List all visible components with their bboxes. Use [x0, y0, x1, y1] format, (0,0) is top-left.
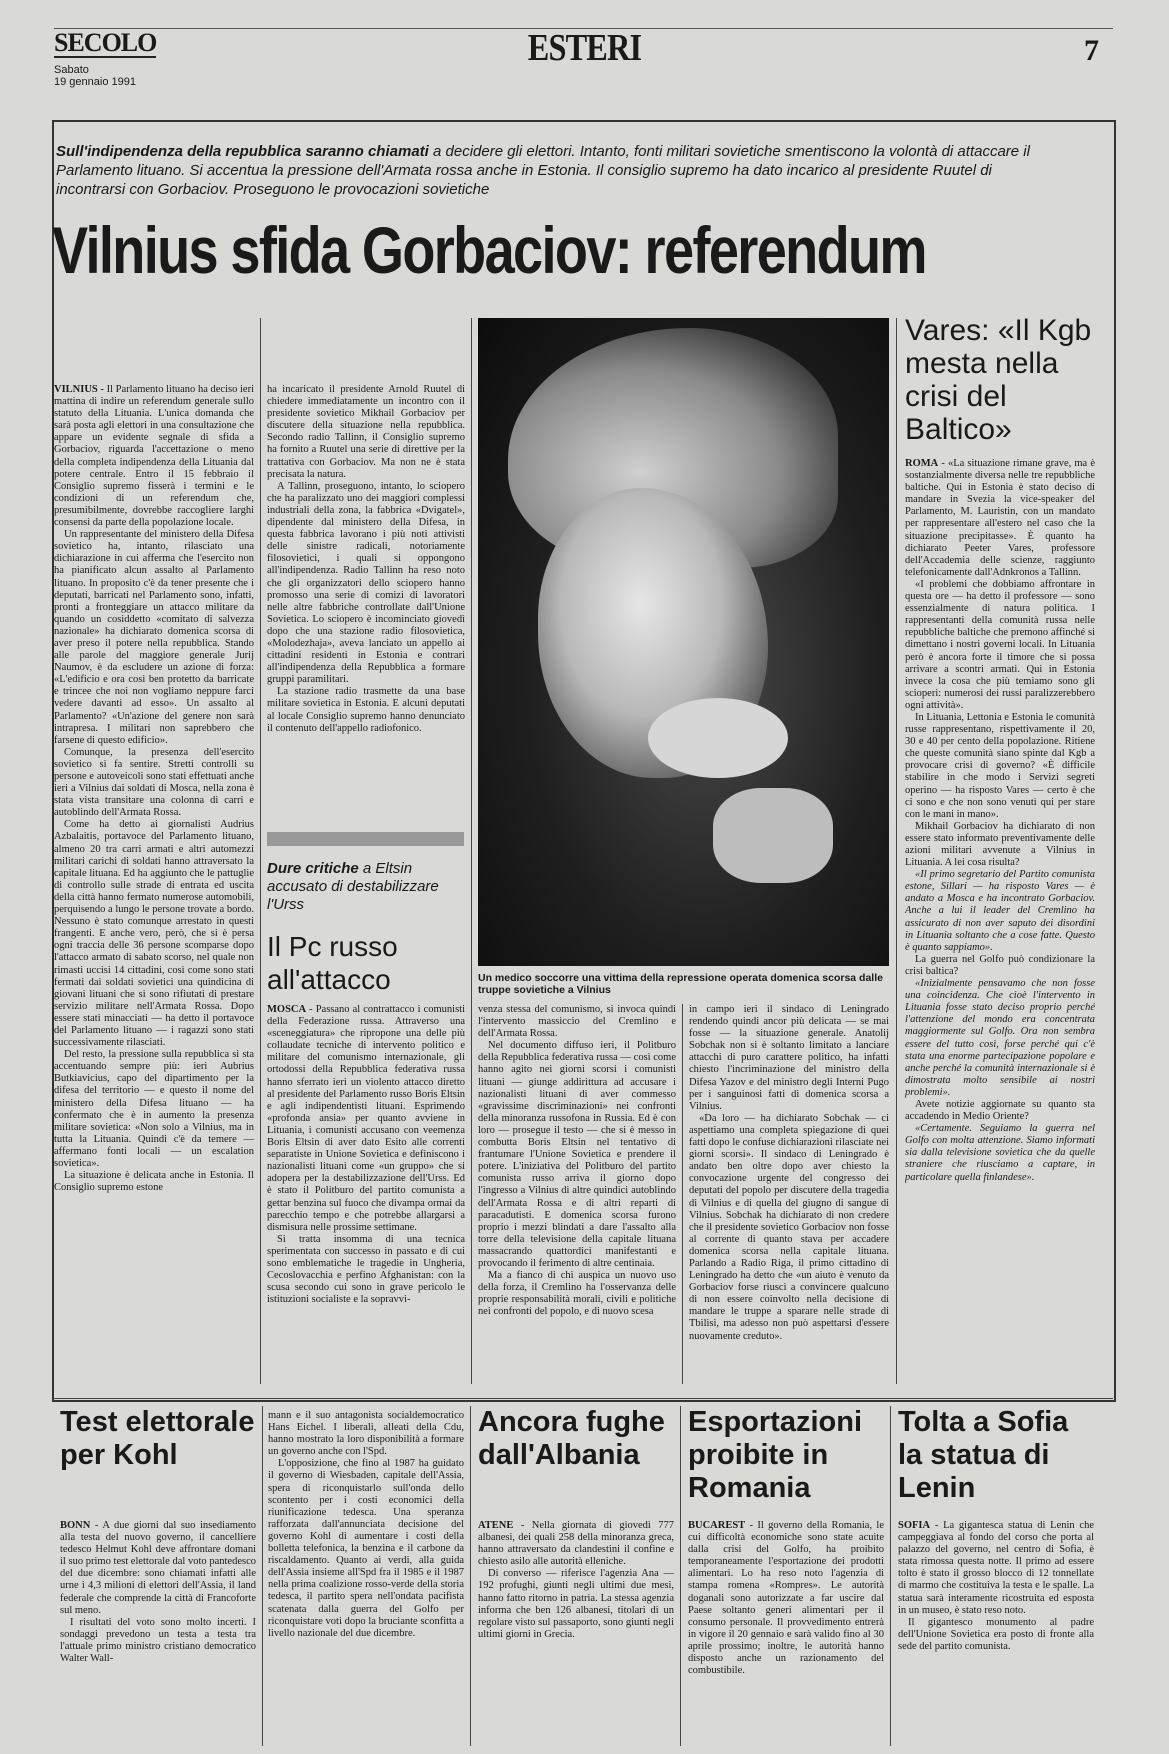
paragraph: «Il primo segretario del Partito comunista estone, Sillari — ha risposto Vares — è andato a Mosca e ha incontrato Gorbaciov. Anche a lui il leader del Cremlino ha assicurato di non aver saputo dei disordini in Lituania soltanto che a cose fatte. Questo è quanto sappiamo». — [905, 869, 1095, 953]
kicker-bold: Sull'indipendenza della repubblica saranno chiamati — [56, 143, 429, 160]
dateline: MOSCA — [267, 1004, 307, 1015]
paragraph: «Certamente. Seguiamo la guerra nel Golfo con molta attenzione. Siamo informati sia dalla televisione sovietica che da quelle straniere che riusciamo a captare, in particolare quella finlandese». — [905, 1123, 1095, 1183]
mid-story-bar — [267, 832, 464, 846]
paragraph: La guerra nel Golfo può condizionare la crisi baltica? — [905, 953, 1095, 977]
paragraph: mann e il suo antagonista socialdemocratico Hans Eichel. I liberali, alleati della Cdu, hanno mostrato la loro disponibilità a formare un governo anche con l'Spd. — [268, 1410, 464, 1458]
dateline: BUCAREST — [688, 1520, 746, 1531]
column-rule — [896, 318, 897, 1384]
photo-cloth — [713, 788, 833, 883]
bottom-column-4 — [688, 1520, 884, 1746]
masthead-logo: SECOLO — [54, 28, 157, 57]
date-label: 19 gennaio 1991 — [54, 76, 136, 88]
page-number: 7 — [1084, 34, 1099, 67]
paragraph: venza stessa del comunismo, si invoca quindi l'intervento massiccio del Cremlino e dell'Armata Rossa. — [478, 1004, 676, 1040]
dateline: ROMA — [905, 458, 939, 469]
paragraph: Mikhail Gorbaciov ha dichiarato di non essere stato informato preventivamente delle azioni militari avvenute a Vilnius in Lituania. A lei cosa risulta? — [905, 820, 1095, 869]
paragraph: - La gigantesca statua di Lenin che campeggiava al fondo del corso che porta al palazzo del governo, nel centro di Sofia, è stata rimossa questa notte. Il primo ad essere tolto è stato il grosso blocco di 12 tonnellate di marmo che costituiva la testa e le spalle. La statua sarà interamente ricostruita ed esposta in un museo, è stato reso noto. — [898, 1520, 1094, 1616]
sidebar-headline: Vares: «Il Kgb mesta nella crisi del Baltico» — [905, 314, 1092, 446]
paragraph: - Nella giornata di giovedì 777 albanesi, dei quali 258 della minoranza greca, hanno attraversato da clandestini il confine e chiesto asilo alle autorità elleniche. — [478, 1520, 674, 1568]
paragraph: «Inizialmente pensavamo che non fosse una coincidenza. Che cioè l'intervento in Lituania fosse stato deciso proprio perché l'attenzione del mondo era concentrata maggiormente sul Golfo. Ora non sembra essere del tutto così, forse perché qui c'è stata una enorme partecipazione popolare e anche perché la comunità internazionale si è dimostrata molto sensibile ai nostri problemi». — [905, 978, 1095, 1098]
bottom-headline-5: Tolta a Sofia la statua di Lenin — [898, 1406, 1069, 1504]
dateline: VILNIUS — [54, 384, 98, 395]
bottom-headline-3: Ancora fughe dall'Albania — [478, 1406, 665, 1471]
column-rule — [890, 1406, 891, 1746]
bottom-headline-1: Test elettorale per Kohl — [60, 1406, 255, 1471]
dateline: SOFIA — [898, 1520, 931, 1531]
paragraph: Ma a fianco di chi auspica un nuovo uso della forza, il Cremlino ha l'osservanza delle proprie responsabilità morali, civili e politiche nei confronti del popolo, e di nuovo scesa — [478, 1270, 676, 1318]
mid-kicker-bold: Dure critiche — [267, 860, 359, 877]
main-kicker — [56, 142, 1056, 199]
main-column-1 — [54, 384, 254, 1384]
paragraph: ha incaricato il presidente Arnold Ruutel di chiedere immediatamente un incontro con il presidente sovietico Mikhail Gorbaciov per discutere della situazione nella repubblica. Secondo radio Tallinn, il Consiglio supremo ha fornito a Ruutel una serie di direttive per la trattativa con Gorbaciov. Ma non ne è stata precisata la natura. — [267, 384, 465, 480]
paragraph: «I problemi che dobbiamo affrontare in questa ore — ha detto il professore — sono essenzialmente di natura politica. I rappresentanti della comunità russa nelle repubbliche baltiche che premono affinché si dimettano i nostri governi locali. In Lituania però è ancora forte il timore che si possa arrivare a scontri armati. Qui in Estonia invece la cosa che più temiamo sono gli scioperi: numerosi dei russi paralizzerebbero ogni attività». — [905, 578, 1095, 711]
bottom-column-3 — [478, 1520, 674, 1746]
paragraph: - Il Parlamento lituano ha deciso ieri mattina di indire un referendum generale sullo statuto della Lituania. L'unica domanda che sarà posta agli elettori in una consultazione che appare un evidente segnale di sfida a Gorbaciov, riguarda l'accettazione o meno della completa indipendenza della Lituania dal potere centrale. Entro il 15 febbraio il Consiglio supremo fisserà i termini e le condizioni di un referendum che, presumibilmente, dovrebbe raccogliere larghi consensi da parte della popolazione locale. — [54, 384, 254, 529]
mid-story-column-3 — [689, 1004, 889, 1384]
bottom-rule — [52, 1398, 1113, 1399]
main-column-2 — [267, 384, 465, 824]
paragraph: In Lituania, Lettonia e Estonia le comunità russe rappresentano, rispettivamente il 20, 30 e 40 per cento della popolazione. Ritiene che queste comunità siano spinte dal Kgb a provocare crisi di governo? «È difficile stabilire in che modo i Servizi segreti operino — ha risposto Vares — certo è che ci sono e che non sono venuti qui per stare con le mani in mano». — [905, 711, 1095, 820]
column-rule — [682, 1004, 683, 1384]
column-rule — [470, 1406, 471, 1746]
kicker-rest: a decidere gli elettori. Intanto, fonti militari sovietiche smentiscono la volontà di attaccare il Parlamento lituano. Si accentua la pressione dell'Armata rossa anche in Estonia. Il consiglio supremo ha dato incarico al presidente Ruutel di incontrarsi con Gorbaciov. Proseguono le provocazioni sovietiche — [56, 143, 1030, 198]
bottom-column-5 — [898, 1520, 1094, 1746]
paragraph: La situazione è delicata anche in Estonia. Il Consiglio supremo estone — [54, 1170, 254, 1194]
paragraph: - «La situazione rimane grave, ma è sostanzialmente diversa nelle tre repubbliche baltiche. Qui in Estonia è stato deciso di mandare in Svezia la vice-speaker del Parlamento, M. Lauristin, con un mandato per rappresentare all'estero nel caso che la situazione precipitasse». È quanto ha dichiarato Peeter Vares, professore dell'Accademia delle scienze, raggiunto telefonicamente dall'Adnkronos a Tallinn. — [905, 458, 1095, 578]
paragraph: Si tratta insomma di una tecnica sperimentata con successo in passato e di cui sono emblematiche le tragedie in Ungheria, Cecoslovacchia e perfino Afghanistan: con la scusa secondo cui sono in grave pericolo le istituzioni socialiste e la sopravvi- — [267, 1233, 465, 1306]
photo-caption: Un medico soccorre una vittima della repressione operata domenica scorsa dalle truppe sovietiche a Vilnius — [478, 972, 883, 996]
paragraph: A Tallinn, proseguono, intanto, lo sciopero che ha paralizzato uno dei maggiori complessi industriali della zona, la fabbrica «Dvigatel», dipendente dal ministero della Difesa, in questa fabbrica lavorano i più noti attivisti delle sinistre radicali, notoriamente filosovietici, i quali si oppongono all'indipendenza. Radio Tallinn ha reso noto che gli organizzatori dello sciopero hanno promosso una serie di comizi di lavoratori nelle altre fabbriche controllate dall'Unione Sovietica. Lo sciopero è incominciato giovedì dopo che una stazione radio filosovietica, «Molodezhaja», aveva lanciato un appello ai cittadini residenti in Estonia e contrari all'indipendenza della Repubblica a formare gruppi paramilitari. — [267, 480, 465, 686]
column-rule — [262, 1406, 263, 1746]
main-headline: Vilnius sfida Gorbaciov: referendum — [52, 213, 926, 287]
day-label: Sabato — [54, 64, 89, 76]
mid-story-column-1 — [267, 1004, 465, 1384]
dateline: BONN — [60, 1520, 91, 1531]
paragraph: Del resto, la pressione sulla repubblica si sta accentuando sempre più: ieri Aubrius Butkiavicius, capo del dipartimento per la difesa del territorio — e questo il nome del ministero della Difesa lituano — ha confermato che è in aumento la presenza militare sovietica: «Non solo a Vilnius, ma in tutta la Lituania. Quindi c'è da temere — affermano fonti locali — un escalation sovietica». — [54, 1049, 254, 1169]
paragraph: I risultati del voto sono molto incerti. I sondaggi prevedono un testa a testa tra l'attuale primo ministro cristiano democratico Walter Wall- — [60, 1616, 256, 1665]
paragraph: Comunque, la presenza dell'esercito sovietico si fa sentire. Stretti controlli su persone e autoveicoli sono stati effettuati anche ieri a Vilnius dai soldati di Mosca, nella zona è stata vista transitare una colonna di carri e autoblindo dell'Armata Rossa. — [54, 746, 254, 819]
paragraph: Avete notizie aggiornate su quanto sta accadendo in Medio Oriente? — [905, 1098, 1095, 1123]
mid-story-headline: Il Pc russo all'attacco — [267, 931, 398, 995]
news-photo — [478, 318, 889, 966]
column-rule — [471, 318, 472, 1384]
column-rule — [680, 1406, 681, 1746]
paragraph: - A due giorni dal suo insediamento alla testa del nuovo governo, il cancelliere tedesco Helmut Kohl deve affrontare domani il suo primo test elettorale dal voto pantedesco del due dicembre: sono chiamati infatti alle urne i 4,3 milioni di elettori dell'Assia, il land federale che comprende la città di Francoforte sul meno. — [60, 1520, 256, 1616]
paragraph: La stazione radio trasmette da una base militare sovietica in Estonia. E alcuni deputati al locale Consiglio supremo hanno denunciato il contenuto dell'appello radiofonico. — [267, 686, 465, 734]
paragraph: in campo ieri il sindaco di Leningrado rendendo quindi ancor più delicata — se mai fosse — la situazione generale. Anatolij Sobchak non si è soltanto limitato a lanciare attacchi di puro carattere politico, ha infatti chiesto l'incriminazione del ministro della Difesa Yazov e del ministro degli Interni Pugo per i sanguinosi fatti di domenica scorsa a Vilnius. — [689, 1004, 889, 1112]
paragraph: Di converso — riferisce l'agenzia Ana — 192 profughi, giunti negli ultimi due mesi, hanno fatto ritorno in patria. La stessa agenzia informa che ben 126 albanesi, titolari di un regolare visto sul passaporto, sono giunti negli ultimi giorni in Grecia. — [478, 1568, 674, 1640]
paragraph: - Passano al contrattacco i comunisti della Federazione russa. Attraverso una «sceneggiatura» che ripropone una delle più collaudate tecniche di intervento politico e militare del comunismo internazionale, gli ortodossi della Repubblica federativa russa hanno sferrato ieri un violento attacco diretto al presidente del Parlamento russo Boris Eltsin e agli indipendentisti lituani. Esprimendo «profonda ansia» per quanto avviene in Lituania, i comunisti accusano con veemenza Boris Eltsin di aver dato Esito alle correnti separatiste in Unione Sovietica e definiscono i nazionalisti lituani come «un gruppo» che si adopera per la destabilizzazione dell'Urss. Ed è stato il Politburo del partito comunista a gettar benzina sul fuoco che divampa ormai da parecchio tempo e che potrebbe allargarsi a dismisura nelle prossime settimane. — [267, 1004, 465, 1233]
photo-hands — [648, 698, 788, 778]
paragraph: «Da loro — ha dichiarato Sobchak — ci aspettiamo una completa spiegazione di quei fatti dopo le confuse dichiarazioni rilasciate nei giorni scorsi». Il sindaco di Leningrado è andato ben oltre dopo aver chiesto la convocazione urgente del congresso dei deputati del popolo per discutere della tragedia di Vilnius e di quella del giugno di sangue di Vilnius. Sobchak ha dichiarato di non credere che il presidente sovietico Gorbaciov non fosse al corrente di quanto stava per accadere domenica scorsa nella capitale lituana. Parlando a Radio Riga, il primo cittadino di Leningrado ha detto che «un aiuto è venuto da Gorbaciov forse riuscì a convincere qualcuno di non essere coinvolto nella decisione di mandare le truppe a sparare nelle strade di Tbilisi, ma adesso non può aspettarsi d'essere nuovamente creduto». — [689, 1112, 889, 1342]
paragraph: L'opposizione, che fino al 1987 ha guidato il governo di Wiesbaden, capitale dell'Assia, spera di riconquistarlo sull'onda dello scontento per i costi economici della riunificazione tedesca. Una speranza rafforzata dall'annunciata decisione del governo Kohl di aumentare i costi della bolletta telefonica, la benzina e il carbone da riscaldamento. Quanto ai verdi, alla guida dell'Assia insieme all'Spd fra il 1985 e il 1987 nella prima coalizione rosso-verde della storia tedesca, il partito spera nell'ondata pacifista scatenata dalla guerra del Golfo per riconquistare voti dopo la bruciante sconfitta a livello nazionale del due dicembre. — [268, 1458, 464, 1639]
column-rule — [260, 318, 261, 1384]
paragraph: Come ha detto ai giornalisti Audrius Azbalaitis, portavoce del Parlamento lituano, almeno 20 tra carri armati e altri automezzi militari carichi di soldati hanno attraversato la capitale lituana. Ed ha aggiunto che le pattuglie di controllo sulle strade di entrata ed uscita della città hanno fermato numerose automobili, perquisendo a lungo le persone trovate a bordo. Nessuno è stato comunque arrestato in questi frangenti. E anche vero, però, che si è persa ogni traccia delle 36 persone scomparse dopo l'attacco armato di sabato scorso, nel quale non rimasti uccisi 14 cittadini, così come sono stati fermati dai soldati sovietici una quindicina di giovani lituani che si sono rifiutati di prestare servizio militare nell'Armata Rossa. Dopo essere stati minacciati — ha detto il portavoce del Parlamento lituano — i ragazzi sono stati successivamente rilasciati. — [54, 819, 254, 1049]
paragraph: - Il governo della Romania, le cui difficoltà economiche sono state acuite dalla crisi del Golfo, ha proibito temporaneamente l'esportazione dei prodotti alimentari. Lo ha reso noto l'agenzia di stampa romena «Rompres». Le autorità doganali sono autorizzate a far uscire dal Paese soltanto generi alimentari per il consumo personale. Il provvedimento entrerà in vigore il 20 gennaio e sarà valido fino al 30 aprile prossimo; inoltre, le autorità hanno disposto anche un razionamento del combustibile. — [688, 1520, 884, 1677]
section-title: ESTERI — [527, 27, 642, 69]
mid-story-kicker — [267, 860, 467, 914]
paragraph: Nel documento diffuso ieri, il Politburo della Repubblica federativa russa — così come hanno agito nei giorni scorsi i comunisti lituani — giunge addirittura ad accusare i nazionalisti lituani di aver commesso «gravissime discriminazioni» nei confronti della minoranza russofona in Russia. Ed è con loro — prosegue il testo — che si è messo in combutta Boris Eltsin nel tentativo di frantumare l'Unione Sovietica e prendere il potere. L'iniziativa del Politburo del partito comunista russo arriva il giorno dopo l'ingresso a Vilnius di altre quindici autoblindo dell'Armata Rossa e di altri reparti di paracadutisti. E domenica scorsa furono proprio i mezzi blindati a dare l'assalto alla torre della televisione della capitale lituana massacrando quattordici manifestanti e provocando il ferimento di altre centinaia. — [478, 1040, 676, 1269]
mid-kicker-rest: a Eltsin accusato di destabilizzare l'Urss — [267, 860, 439, 913]
bottom-column-1 — [60, 1520, 256, 1746]
paragraph: Un rappresentante del ministero della Difesa sovietico ha, intanto, rilasciato una dichiarazione in cui afferma che l'esercito non ha pianificato alcun assalto al Parlamento lituano. In proposito c'è da tener presente che i deputati, barricati nel Parlamento sono, infatti, pronti a fronteggiare un attacco militare da quando un cosiddetto «comitato di salvezza nazionale» ha dichiarato domenica scorsa di aver preso il potere nella repubblica. Stando alle parole del maggiore generale Jurij Naumov, è da escludere un azione di forza: «L'edificio e ora così ben protetto da barricate e trincee che noi non vogliamo neppure farci vedere davanti ad esso». Un assalto al Parlamento? «Un'azione del genere non sarà intrapresa. I militari non saprebbero che farsene di questo edificio». — [54, 529, 254, 746]
dateline: ATENE — [478, 1520, 514, 1531]
mid-story-column-2 — [478, 1004, 676, 1384]
sidebar-column — [905, 458, 1095, 1384]
bottom-column-2 — [268, 1410, 464, 1746]
bottom-headline-4: Esportazioni proibite in Romania — [688, 1406, 863, 1504]
paragraph: Il gigantesco monumento al padre dell'Unione Sovietica era posto di fronte alla sede del partito comunista. — [898, 1616, 1094, 1652]
